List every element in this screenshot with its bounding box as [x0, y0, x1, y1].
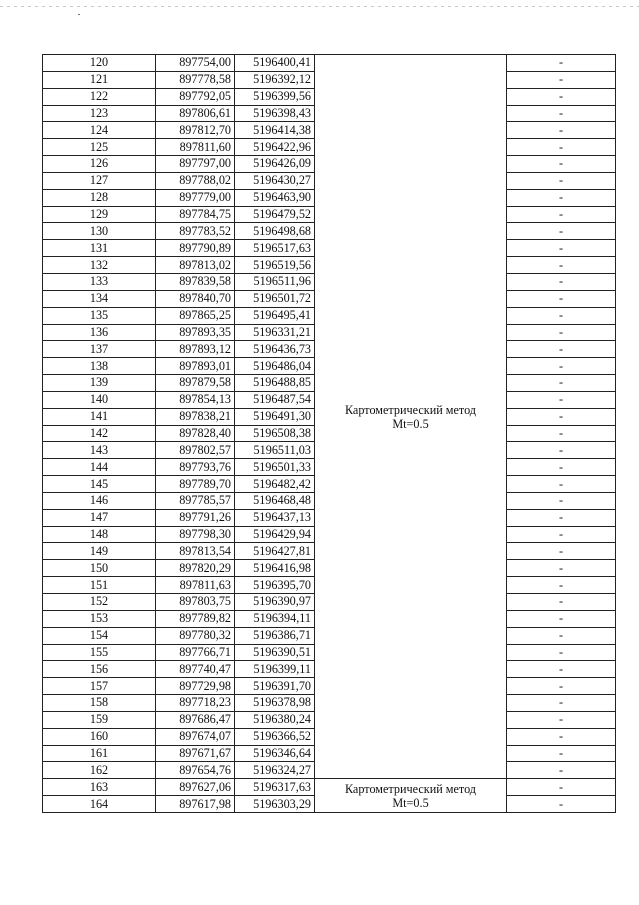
x-coordinate-cell: 897792,05 [156, 88, 235, 105]
point-number-cell: 162 [43, 762, 156, 779]
x-coordinate-cell: 897791,26 [156, 509, 235, 526]
note-cell: - [507, 678, 616, 695]
x-coordinate-cell: 897820,29 [156, 560, 235, 577]
x-coordinate-cell: 897784,75 [156, 206, 235, 223]
note-cell: - [507, 509, 616, 526]
point-number-cell: 124 [43, 122, 156, 139]
note-cell: - [507, 88, 616, 105]
y-coordinate-cell: 5196303,29 [235, 796, 315, 813]
note-cell: - [507, 55, 616, 72]
y-coordinate-cell: 5196430,27 [235, 172, 315, 189]
point-number-cell: 138 [43, 358, 156, 375]
point-number-cell: 121 [43, 71, 156, 88]
note-cell: - [507, 139, 616, 156]
scan-top-edge [0, 6, 639, 7]
x-coordinate-cell: 897790,89 [156, 240, 235, 257]
note-cell: - [507, 661, 616, 678]
x-coordinate-cell: 897812,70 [156, 122, 235, 139]
y-coordinate-cell: 5196346,64 [235, 745, 315, 762]
x-coordinate-cell: 897854,13 [156, 391, 235, 408]
note-cell: - [507, 745, 616, 762]
y-coordinate-cell: 5196400,41 [235, 55, 315, 72]
x-coordinate-cell: 897718,23 [156, 695, 235, 712]
x-coordinate-cell: 897798,30 [156, 526, 235, 543]
point-number-cell: 154 [43, 627, 156, 644]
y-coordinate-cell: 5196317,63 [235, 779, 315, 796]
y-coordinate-cell: 5196427,81 [235, 543, 315, 560]
y-coordinate-cell: 5196331,21 [235, 324, 315, 341]
point-number-cell: 163 [43, 779, 156, 796]
x-coordinate-cell: 897893,01 [156, 358, 235, 375]
y-coordinate-cell: 5196511,03 [235, 442, 315, 459]
x-coordinate-cell: 897811,63 [156, 577, 235, 594]
x-coordinate-cell: 897654,76 [156, 762, 235, 779]
x-coordinate-cell: 897766,71 [156, 644, 235, 661]
y-coordinate-cell: 5196519,56 [235, 257, 315, 274]
point-number-cell: 122 [43, 88, 156, 105]
point-number-cell: 134 [43, 290, 156, 307]
point-number-cell: 133 [43, 273, 156, 290]
point-number-cell: 161 [43, 745, 156, 762]
y-coordinate-cell: 5196324,27 [235, 762, 315, 779]
y-coordinate-cell: 5196380,24 [235, 711, 315, 728]
y-coordinate-cell: 5196366,52 [235, 728, 315, 745]
y-coordinate-cell: 5196394,11 [235, 610, 315, 627]
x-coordinate-cell: 897627,06 [156, 779, 235, 796]
note-cell: - [507, 560, 616, 577]
x-coordinate-cell: 897811,60 [156, 139, 235, 156]
point-number-cell: 132 [43, 257, 156, 274]
note-cell: - [507, 341, 616, 358]
point-number-cell: 148 [43, 526, 156, 543]
point-number-cell: 150 [43, 560, 156, 577]
note-cell: - [507, 779, 616, 796]
y-coordinate-cell: 5196426,09 [235, 156, 315, 173]
x-coordinate-cell: 897785,57 [156, 492, 235, 509]
note-cell: - [507, 644, 616, 661]
point-number-cell: 153 [43, 610, 156, 627]
x-coordinate-cell: 897865,25 [156, 307, 235, 324]
x-coordinate-cell: 897780,32 [156, 627, 235, 644]
point-number-cell: 151 [43, 577, 156, 594]
method-name: Картометрический метод [344, 402, 477, 417]
point-number-cell: 128 [43, 189, 156, 206]
y-coordinate-cell: 5196463,90 [235, 189, 315, 206]
note-cell: - [507, 526, 616, 543]
note-cell: - [507, 375, 616, 392]
point-number-cell: 145 [43, 476, 156, 493]
y-coordinate-cell: 5196437,13 [235, 509, 315, 526]
point-number-cell: 156 [43, 661, 156, 678]
table-row [43, 55, 616, 72]
note-cell: - [507, 610, 616, 627]
y-coordinate-cell: 5196495,41 [235, 307, 315, 324]
point-number-cell: 149 [43, 543, 156, 560]
note-cell: - [507, 105, 616, 122]
x-coordinate-cell: 897617,98 [156, 796, 235, 813]
note-cell: - [507, 408, 616, 425]
y-coordinate-cell: 5196511,96 [235, 273, 315, 290]
y-coordinate-cell: 5196491,30 [235, 408, 315, 425]
point-number-cell: 143 [43, 442, 156, 459]
note-cell: - [507, 627, 616, 644]
y-coordinate-cell: 5196398,43 [235, 105, 315, 122]
y-coordinate-cell: 5196501,72 [235, 290, 315, 307]
point-number-cell: 157 [43, 678, 156, 695]
note-cell: - [507, 442, 616, 459]
x-coordinate-cell: 897838,21 [156, 408, 235, 425]
y-coordinate-cell: 5196479,52 [235, 206, 315, 223]
point-number-cell: 131 [43, 240, 156, 257]
note-cell: - [507, 459, 616, 476]
x-coordinate-cell: 897806,61 [156, 105, 235, 122]
point-number-cell: 158 [43, 695, 156, 712]
x-coordinate-cell: 897789,82 [156, 610, 235, 627]
x-coordinate-cell: 897797,00 [156, 156, 235, 173]
point-number-cell: 141 [43, 408, 156, 425]
y-coordinate-cell: 5196517,63 [235, 240, 315, 257]
y-coordinate-cell: 5196486,04 [235, 358, 315, 375]
note-cell: - [507, 543, 616, 560]
x-coordinate-cell: 897828,40 [156, 425, 235, 442]
x-coordinate-cell: 897674,07 [156, 728, 235, 745]
y-coordinate-cell: 5196501,33 [235, 459, 315, 476]
x-coordinate-cell: 897813,02 [156, 257, 235, 274]
y-coordinate-cell: 5196416,98 [235, 560, 315, 577]
point-number-cell: 152 [43, 594, 156, 611]
x-coordinate-cell: 897813,54 [156, 543, 235, 560]
x-coordinate-cell: 897788,02 [156, 172, 235, 189]
x-coordinate-cell: 897783,52 [156, 223, 235, 240]
point-number-cell: 127 [43, 172, 156, 189]
y-coordinate-cell: 5196392,12 [235, 71, 315, 88]
note-cell: - [507, 206, 616, 223]
x-coordinate-cell: 897686,47 [156, 711, 235, 728]
note-cell: - [507, 257, 616, 274]
y-coordinate-cell: 5196386,71 [235, 627, 315, 644]
x-coordinate-cell: 897893,35 [156, 324, 235, 341]
y-coordinate-cell: 5196487,54 [235, 391, 315, 408]
point-number-cell: 140 [43, 391, 156, 408]
method-accuracy: Mt=0.5 [392, 795, 429, 810]
x-coordinate-cell: 897879,58 [156, 375, 235, 392]
note-cell: - [507, 290, 616, 307]
coordinates-table-body [43, 55, 616, 813]
y-coordinate-cell: 5196391,70 [235, 678, 315, 695]
y-coordinate-cell: 5196429,94 [235, 526, 315, 543]
point-number-cell: 142 [43, 425, 156, 442]
y-coordinate-cell: 5196498,68 [235, 223, 315, 240]
y-coordinate-cell: 5196390,97 [235, 594, 315, 611]
point-number-cell: 125 [43, 139, 156, 156]
x-coordinate-cell: 897740,47 [156, 661, 235, 678]
point-number-cell: 164 [43, 796, 156, 813]
y-coordinate-cell: 5196399,11 [235, 661, 315, 678]
y-coordinate-cell: 5196390,51 [235, 644, 315, 661]
x-coordinate-cell: 897839,58 [156, 273, 235, 290]
x-coordinate-cell: 897729,98 [156, 678, 235, 695]
x-coordinate-cell: 897840,70 [156, 290, 235, 307]
point-number-cell: 129 [43, 206, 156, 223]
point-number-cell: 139 [43, 375, 156, 392]
note-cell: - [507, 796, 616, 813]
method-cell [315, 779, 507, 813]
y-coordinate-cell: 5196414,38 [235, 122, 315, 139]
point-number-cell: 136 [43, 324, 156, 341]
method-accuracy: Mt=0.5 [392, 416, 429, 431]
method-cell [315, 55, 507, 779]
note-cell: - [507, 172, 616, 189]
y-coordinate-cell: 5196395,70 [235, 577, 315, 594]
point-number-cell: 155 [43, 644, 156, 661]
point-number-cell: 146 [43, 492, 156, 509]
note-cell: - [507, 156, 616, 173]
note-cell: - [507, 762, 616, 779]
point-number-cell: 120 [43, 55, 156, 72]
x-coordinate-cell: 897778,58 [156, 71, 235, 88]
point-number-cell: 159 [43, 711, 156, 728]
note-cell: - [507, 476, 616, 493]
note-cell: - [507, 711, 616, 728]
y-coordinate-cell: 5196422,96 [235, 139, 315, 156]
note-cell: - [507, 223, 616, 240]
y-coordinate-cell: 5196468,48 [235, 492, 315, 509]
note-cell: - [507, 728, 616, 745]
point-number-cell: 137 [43, 341, 156, 358]
note-cell: - [507, 358, 616, 375]
x-coordinate-cell: 897789,70 [156, 476, 235, 493]
note-cell: - [507, 577, 616, 594]
y-coordinate-cell: 5196508,38 [235, 425, 315, 442]
y-coordinate-cell: 5196399,56 [235, 88, 315, 105]
point-number-cell: 147 [43, 509, 156, 526]
y-coordinate-cell: 5196488,85 [235, 375, 315, 392]
x-coordinate-cell: 897793,76 [156, 459, 235, 476]
note-cell: - [507, 240, 616, 257]
y-coordinate-cell: 5196436,73 [235, 341, 315, 358]
x-coordinate-cell: 897671,67 [156, 745, 235, 762]
point-number-cell: 135 [43, 307, 156, 324]
note-cell: - [507, 122, 616, 139]
method-name: Картометрический метод [344, 781, 477, 796]
x-coordinate-cell: 897803,75 [156, 594, 235, 611]
point-number-cell: 144 [43, 459, 156, 476]
x-coordinate-cell: 897893,12 [156, 341, 235, 358]
table-row [43, 779, 616, 796]
x-coordinate-cell: 897754,00 [156, 55, 235, 72]
point-number-cell: 160 [43, 728, 156, 745]
x-coordinate-cell: 897779,00 [156, 189, 235, 206]
point-number-cell: 130 [43, 223, 156, 240]
coordinates-table [42, 54, 616, 813]
y-coordinate-cell: 5196378,98 [235, 695, 315, 712]
note-cell: - [507, 307, 616, 324]
note-cell: - [507, 695, 616, 712]
note-cell: - [507, 425, 616, 442]
note-cell: - [507, 71, 616, 88]
note-cell: - [507, 594, 616, 611]
scan-mark [78, 14, 80, 15]
point-number-cell: 123 [43, 105, 156, 122]
x-coordinate-cell: 897802,57 [156, 442, 235, 459]
note-cell: - [507, 189, 616, 206]
note-cell: - [507, 273, 616, 290]
y-coordinate-cell: 5196482,42 [235, 476, 315, 493]
note-cell: - [507, 492, 616, 509]
note-cell: - [507, 324, 616, 341]
point-number-cell: 126 [43, 156, 156, 173]
note-cell: - [507, 391, 616, 408]
